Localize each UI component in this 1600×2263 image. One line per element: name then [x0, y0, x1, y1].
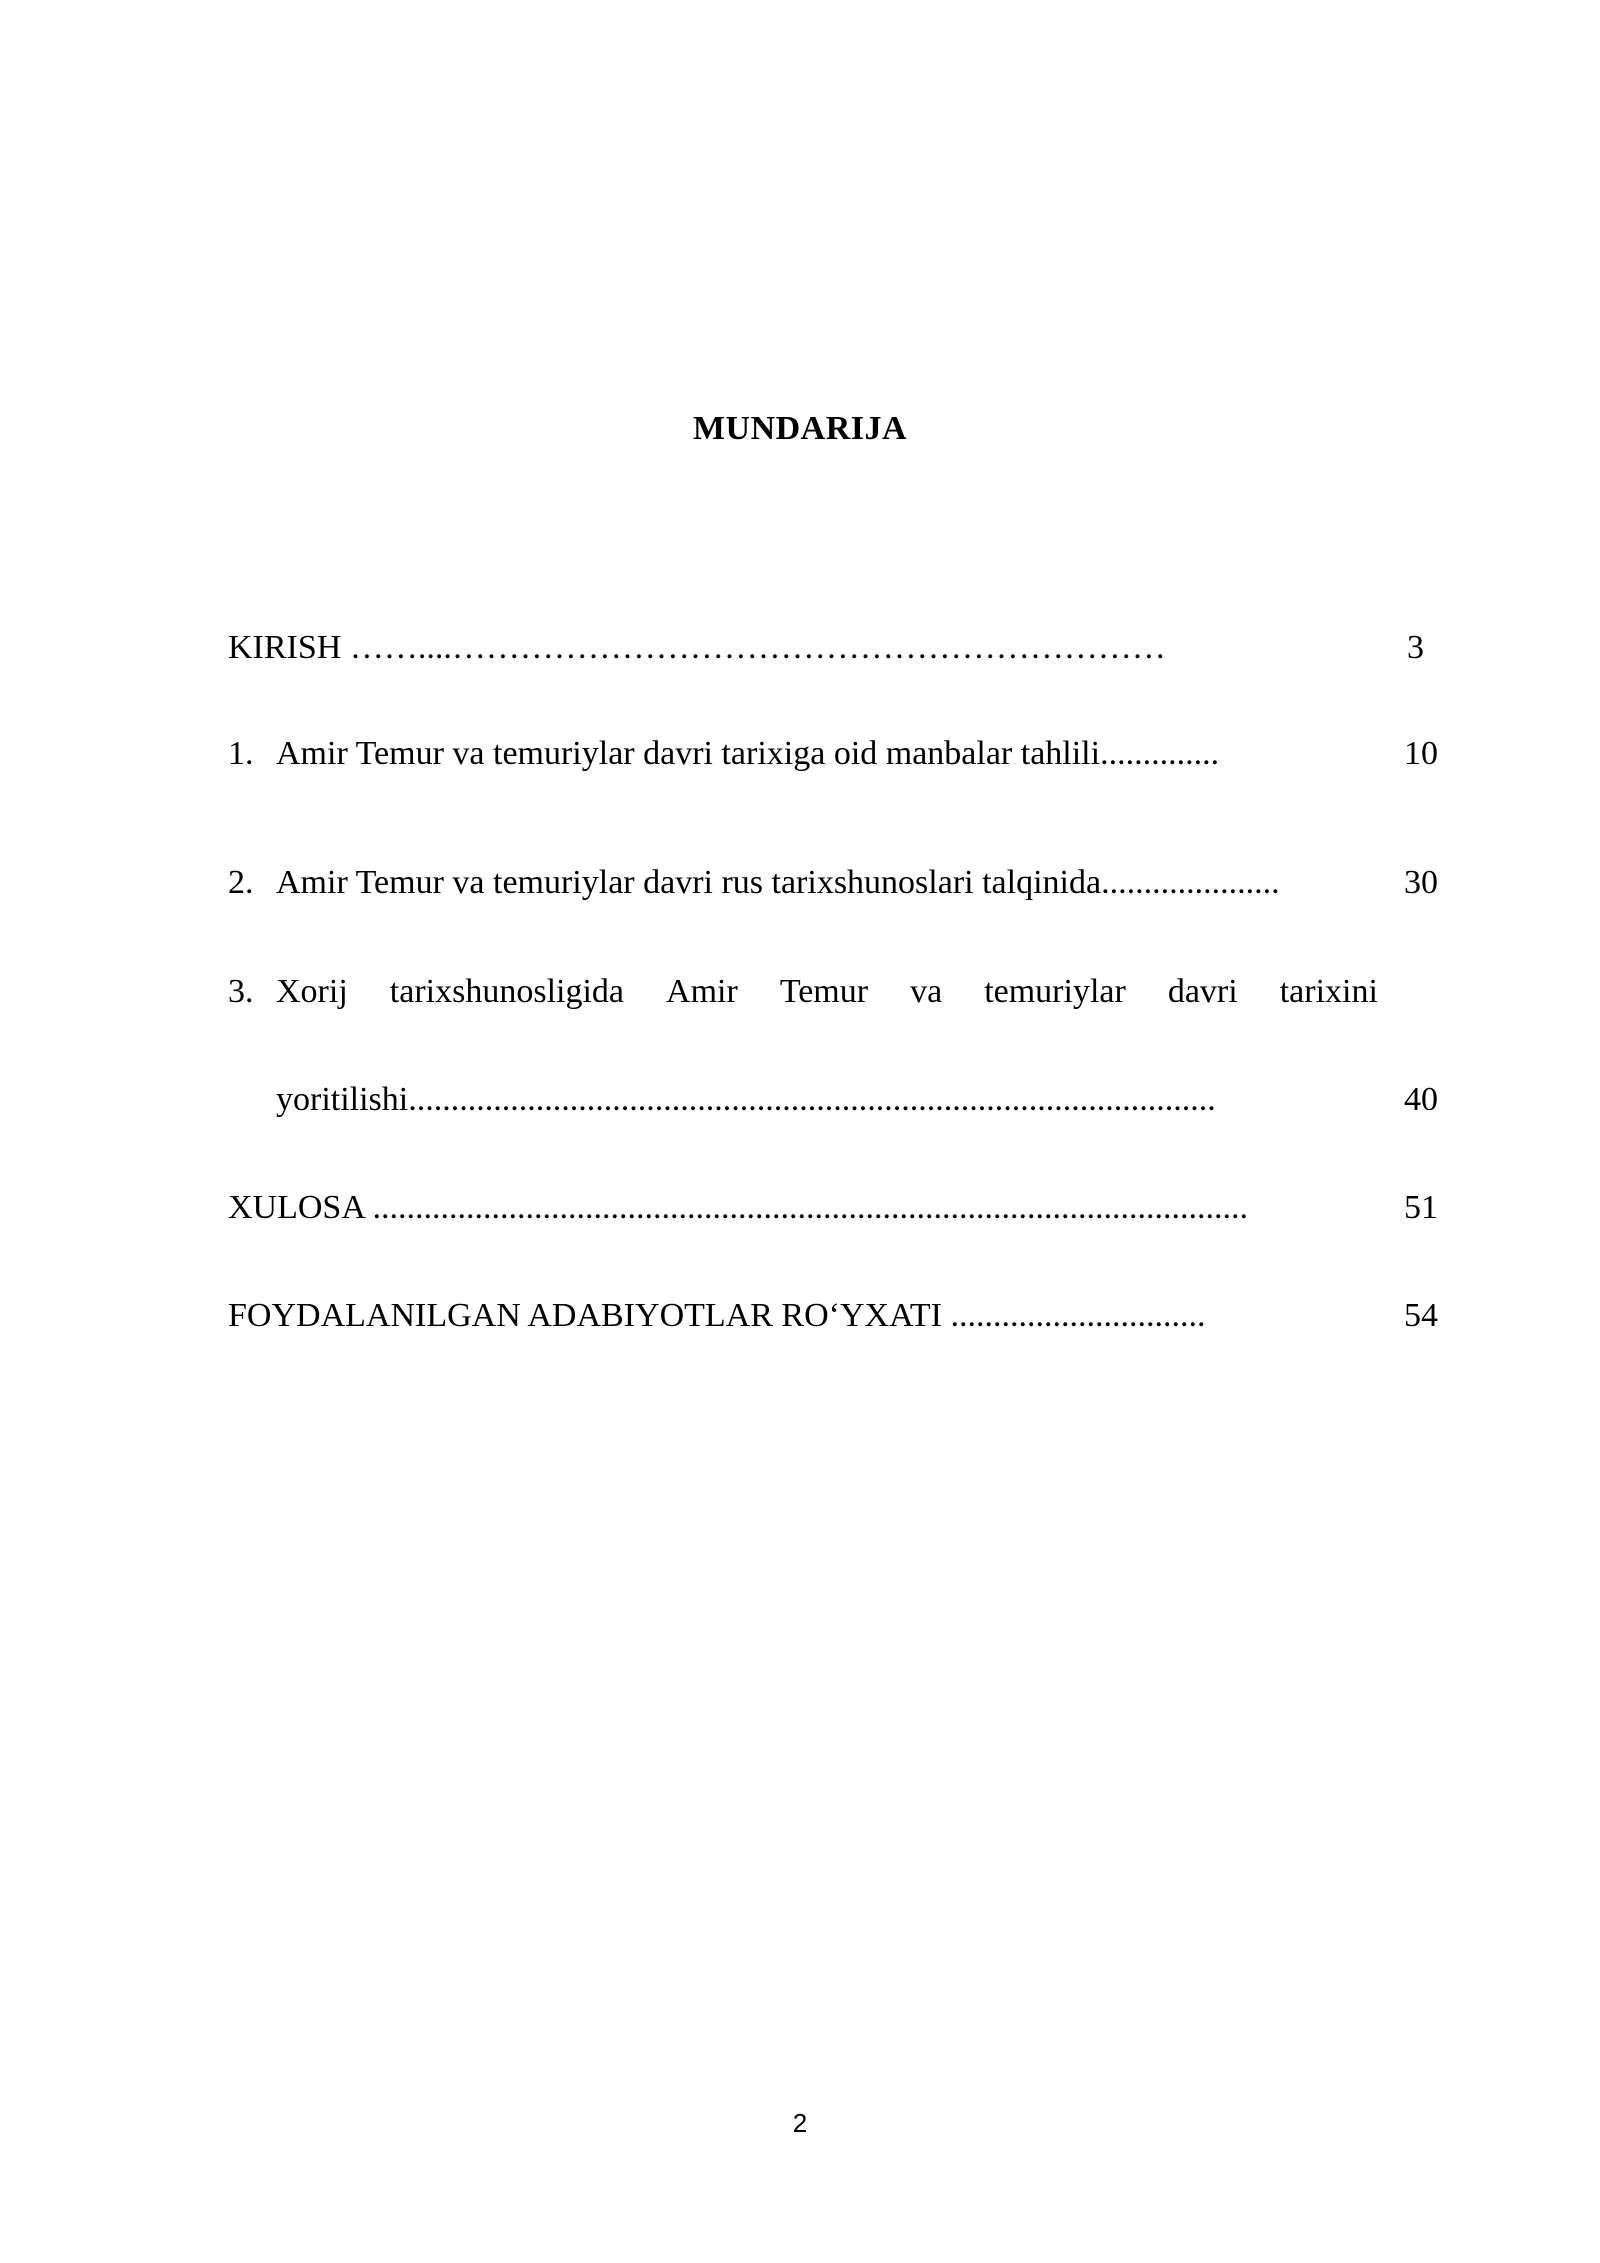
- page-number: 2: [792, 2108, 808, 2138]
- toc-entry-page: 30: [1404, 864, 1438, 901]
- toc-entry-page: 51: [1404, 1189, 1438, 1226]
- toc-entry-kirish: [228, 624, 1438, 672]
- toc-entry-number: 3.: [228, 973, 254, 1010]
- toc-entry-chapter-2: [228, 859, 1438, 907]
- toc-entry-text: KIRISH ……....………………………………………………………: [228, 629, 1166, 666]
- toc-word: Amir: [666, 973, 738, 1010]
- toc-entry-page: 10: [1404, 735, 1438, 772]
- toc-entry-text: FOYDALANILGAN ADABIYOTLAR RO‘YXATI ..............................: [228, 1297, 1206, 1334]
- toc-entry-text: [228, 859, 1280, 907]
- toc-entry-page: 40: [1404, 1081, 1438, 1118]
- toc-entry-title: yoritilishi...............................................................................................: [276, 1081, 1216, 1118]
- toc-word: va: [910, 973, 943, 1010]
- toc-word: Temur: [779, 973, 869, 1010]
- toc-entry-adabiyotlar: [228, 1292, 1438, 1340]
- toc-entry-title: Amir Temur va temuriylar davri rus tarixshunoslari talqinida.....................: [276, 864, 1280, 901]
- toc-word: tarixshunosligida: [389, 973, 624, 1010]
- toc-entry-page: 3: [1407, 629, 1424, 666]
- toc-entry-page: 54: [1404, 1297, 1438, 1334]
- toc-word: temuriylar: [984, 973, 1126, 1010]
- toc-entry-chapter-3-line-1: [276, 968, 1378, 1016]
- toc-entry-chapter-3-line-2: [228, 1076, 1438, 1124]
- toc-entry-chapter-1: [228, 730, 1438, 778]
- toc-entry-number: 2.: [228, 864, 254, 901]
- toc-word: davri: [1167, 973, 1238, 1010]
- toc-entry-title: Amir Temur va temuriylar davri tarixiga oid manbalar tahlili..............: [276, 735, 1220, 772]
- toc-entry-text: XULOSA .......................................................................................................: [228, 1189, 1249, 1226]
- toc-entry-text: [228, 730, 1219, 778]
- toc-entry-chapter-3-number: [228, 968, 276, 1016]
- toc-word: Xorij: [276, 973, 348, 1010]
- toc-word: tarixini: [1279, 973, 1378, 1010]
- page-title: MUNDARIJA: [692, 410, 908, 447]
- toc-entry-xulosa: [228, 1184, 1438, 1232]
- toc-entry-number: 1.: [228, 735, 254, 772]
